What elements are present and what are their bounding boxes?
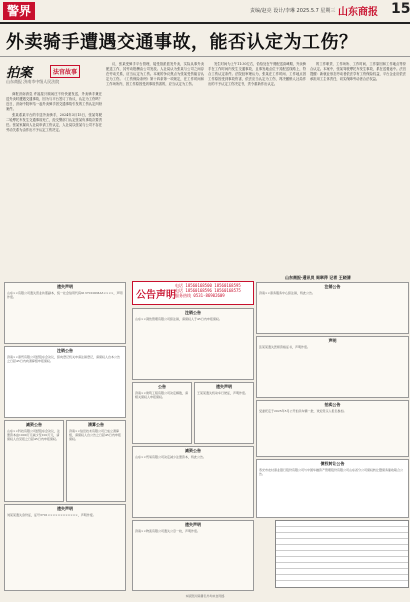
notice-box [256, 336, 409, 398]
notice-title: 债权转让公告 [320, 461, 345, 466]
notice-body: 济南××信息技术有限公司已成立清算组，请债权人自公告之日起45日内申报债权。 [69, 429, 121, 441]
article-paragraph: 张某系某平台的专送外卖骑手，2024年3月15日，张某驾驶二轮摩托车发生交通事故死亡，经交警部门认定张某负事故次要责任。张某家属向人社局申请工伤认定，人社局以张某与公司不存在劳动关系为由作出不予认定工伤决定。 [6, 113, 102, 132]
notice-title: 注销公告 [324, 284, 341, 289]
logo-tag: 法官故事 [50, 65, 80, 78]
notice-body: 山东××餐饮管理有限公司拟注销，请债权人于45日内申报债权。 [135, 317, 222, 321]
article-paragraph: 商报济南消息 许福星只顾闲庄不仍快递发送，外卖骑手兼在送外卖时遭遇交通事故，因为与平台签订了协议，认定为工伤吗？近日，济南中院审结一起外卖骑手因交通事故引发的工伤认定纠纷案件。 [6, 92, 102, 111]
section-tag: 警界 [3, 2, 35, 20]
notice-box [256, 400, 409, 457]
notice-box [256, 282, 409, 334]
notice-box [132, 446, 254, 518]
notice-box [132, 308, 254, 380]
page-meta: 责编/赵亮 设计/李琳 2025.5.7 星期三 [250, 8, 336, 14]
notice-body: 刘某某遗失身份证，证号3701××××××××××××，声明作废。 [7, 513, 96, 517]
notice-box [4, 346, 126, 418]
headline: 外卖骑手遭遇交通事故，能否认定为工伤？ [6, 32, 358, 53]
notice-body: 受委托定于2025年5月公开拍卖车辆一批，欢迎竞买人报名参加。 [259, 409, 347, 413]
article-column-3 [208, 62, 306, 272]
notice-box [66, 420, 126, 502]
notice-body: 山东××有限公司遗失营业执照副本，统一社会信用代码91370100MA3××××，声明作废。 [7, 291, 123, 299]
notice-title: 拍卖公告 [324, 402, 341, 407]
notice-title: 减资公告 [185, 448, 201, 453]
logo-text: 拍案 [6, 66, 33, 81]
notice-title: 减资公告 [26, 422, 42, 427]
page-footer: 本版图片除署名外均来自网络 [185, 594, 225, 598]
notice-body: 济南××商务服务中心拟注销，特此公告。 [259, 291, 316, 295]
article-column-4 [310, 62, 406, 272]
article-column-2 [106, 62, 204, 272]
article-paragraph: 的工作职责、工作场所、工作时间、工作原因和工作地点等综合认定。本案中，张某驾驶摩托车发生事故，系在送餐途中。法官提醒：新就业形态劳动者依法享有工伤保险权益，平台企业应依法承担用工主体责任，切实保障劳动者合法权益。 [310, 62, 406, 81]
notice-title: 遗失声明 [216, 384, 232, 389]
notice-box [256, 459, 409, 518]
notice-box [132, 520, 254, 591]
notice-box [4, 282, 126, 344]
notice-title: 公告 [158, 384, 166, 389]
page-number: 15 [391, 1, 410, 17]
divider [0, 56, 410, 57]
notice-title: 声明 [328, 338, 337, 343]
ad-phone: 电话 18560168500 18560168595 [175, 283, 241, 288]
article-paragraph: 议，张某受骑手平台管理，接受指派派发外卖，实际从事外卖配送工作，其劳动报酬由公司发放。人社局认为张某与公司之间存在劳动关系，应当认定为工伤。本案的争议焦点为张某受伤能否认定为工伤。《工伤保险条例》第十四条第一项规定，在工作时间和工作场所内，因工作原因受到事故伤害的，应当认定为工伤。 [106, 62, 204, 86]
notice-box [4, 504, 126, 591]
debt-table [275, 520, 409, 588]
notice-title: 清算公告 [88, 422, 104, 427]
column-logo [6, 62, 102, 88]
notice-body: 山东××科技有限公司经股东会决议，注册资本由1000万元减少至100万元，请债权人自见报之日起45日内申报债权。 [7, 429, 61, 441]
notice-title: 遗失声明 [185, 522, 201, 527]
notice-title: 注销公告 [57, 348, 73, 353]
byline: 山东商报·通讯员 周翠萍 记者 王晓清 [285, 275, 351, 280]
ad-phones [175, 283, 241, 298]
notice-box [194, 382, 254, 444]
notice-title: 遗失声明 [57, 506, 73, 511]
article-column-1 [6, 92, 102, 267]
notice-body: 寿光市农村商业银行股份有限公司与中国华融资产管理股份有限公司山东省分公司债权转让暨债务催收联合公告。 [259, 468, 404, 476]
table-row [276, 575, 408, 581]
ad-header [132, 281, 254, 305]
notice-body: 济南××商贸有限公司经股东会决议，拟向登记机关申请注销登记，请债权人自本公告之日起45日内向清算组申报债权。 [7, 355, 121, 363]
notice-title: 遗失声明 [57, 284, 73, 289]
notice-title: 注销公告 [185, 310, 201, 315]
page-header [0, 0, 410, 24]
notice-body: 王某某遗失机动车行驶证，声明作废。 [197, 391, 249, 395]
article-paragraph: 发生时间为上午11:30左右，恰恰处在午餐配送高峰期，外卖骑手在工作时间内发生交通事故，且事发地点位于其配送线路上，符合工伤认定条件。法院经审理认为，张某在工作时间、工作地点因工作原因受到事故伤害，依法应当认定为工伤，判决撤销人社局作出的不予认定工伤决定书，责令重新作出认定。 [208, 62, 306, 86]
notice-body: 济南××建筑工程有限公司决定解散，请相关债权人申报债权。 [135, 391, 189, 399]
notice-box [4, 420, 64, 502]
notice-box [132, 382, 192, 444]
notice-body: 张某某遗失医师资格证书，声明作废。 [259, 345, 311, 349]
ad-title: 公告声明 [136, 290, 176, 301]
newspaper-brand: 山东商报 [338, 7, 378, 18]
ad-phone: 电话 18560168596 18560168575 [175, 288, 241, 293]
ad-phone: 服务热线 0531-86902609 [175, 293, 225, 298]
notice-body: 山东××贸易有限公司决定减少注册资本，特此公告。 [135, 455, 207, 459]
logo-sub: 山东商报 济南市中级人民法院 [6, 79, 60, 84]
notice-body: 济南××物流有限公司遗失公章一枚，声明作废。 [135, 529, 201, 533]
